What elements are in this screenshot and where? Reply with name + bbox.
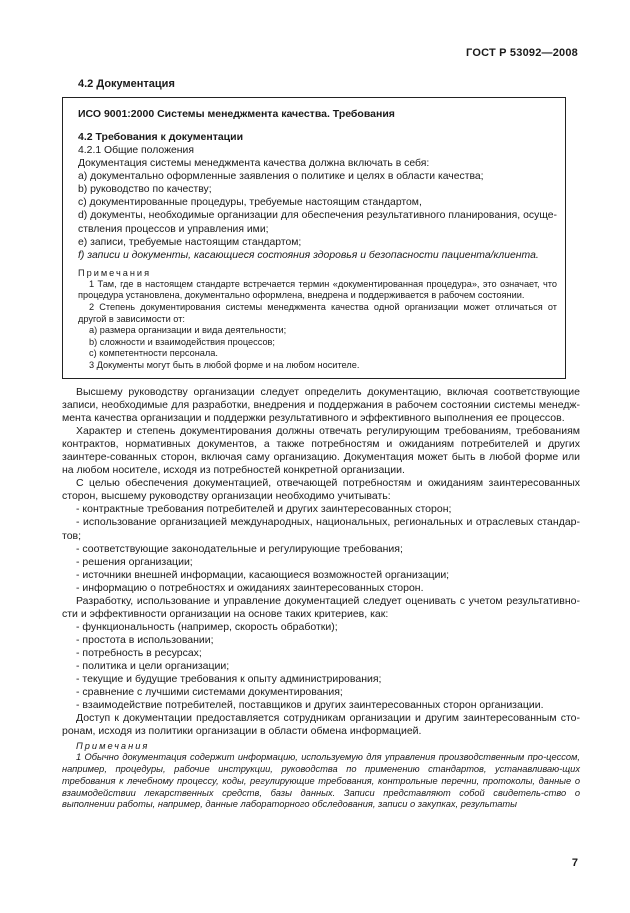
list-item: - использование организацией международных, национальных, региональных и отраслевых стандар-тов;	[62, 516, 580, 542]
quote-box-subtitle: 4.2 Требования к документации	[78, 131, 244, 143]
paragraph: Доступ к документации предоставляется сотрудникам организации и другим заинтересованным сто-ронам, исходя из политики организации в области обмена информацией.	[62, 712, 580, 738]
page-number: 7	[571, 857, 578, 869]
list-item: - текущие и будущие требования к опыту администрирования;	[76, 673, 382, 686]
list-item: - сравнение с лучшими системами документирования;	[76, 686, 343, 699]
quote-note: 1 Там, где в настоящем стандарте встречается термин «документированная процедура», это означает, что процедура установлена, документально оформлена, внедрена и поддерживается в рабочем состоянии.	[78, 278, 557, 301]
quote-line: d) документы, необходимые организации для обеспечения результативного планирования, осуще-ствления процессов и управления ими;	[78, 210, 557, 235]
quote-box-title: ИСО 9001:2000 Системы менеджмента качества. Требования	[78, 108, 395, 120]
quote-notes-heading: Примечания	[78, 267, 152, 278]
quote-line: b) руководство по качеству;	[78, 184, 212, 196]
note: 1 Обычно документация содержит информацию, используемую для управления производственным про-цессом, например, процедуры, рабочие инструкции, руководства по применению стандартов, устанавливаю-щих требования к лечебному процессу, коды, регулирующие требования, контрольные перечни, протоколы, данные о взаимодействии лекарственных средств, базы данных. Записи представляют собой свидетель-ство о выполнении работы, например, данные лабораторного обследования, записи о закупках, результаты	[62, 752, 580, 810]
quote-line: 4.2.1 Общие положения	[78, 145, 194, 156]
standard-header: ГОСТ Р 53092—2008	[466, 47, 578, 59]
section-title: 4.2 Документация	[78, 78, 175, 90]
quote-note: 2 Степень документирования системы менеджмента качества одной организации может отличаться от другой в зависимости от:	[78, 302, 557, 324]
list-item: - функциональность (например, скорость обработки);	[76, 620, 338, 633]
list-item: - простота в использовании;	[76, 633, 214, 646]
quote-line: c) документированные процедуры, требуемые настоящим стандартом,	[78, 197, 422, 209]
quote-note: 3 Документы могут быть в любой форме и на любом носителе.	[89, 360, 360, 370]
list-item: - потребность в ресурсах;	[76, 646, 202, 659]
quote-note: b) сложности и взаимодействия процессов;	[89, 336, 275, 347]
list-item: - источники внешней информации, касающиеся возможностей организации;	[76, 568, 450, 581]
quote-box	[62, 97, 566, 379]
notes-heading: Примечания	[76, 741, 150, 752]
list-item: - информацию о потребностях и ожиданиях заинтересованных сторон.	[76, 581, 424, 594]
list-item: - соответствующие законодательные и регулирующие требования;	[76, 542, 403, 555]
list-item: - контрактные требования потребителей и других заинтересованных сторон;	[76, 503, 452, 516]
quote-note: a) размера организации и вида деятельности;	[89, 325, 287, 336]
quote-line: a) документально оформленные заявления о политике и целях в области качества;	[78, 171, 484, 183]
main-text	[62, 386, 580, 811]
paragraph: Высшему руководству организации следует определить документацию, включая соответствующие записи, необходимые для разработки, внедрения и поддержания в рабочем состоянии системы менедж-мента качества организации и поддержки результативного и эффективного выполнения ее процессов.	[62, 386, 580, 425]
quote-line: Документация системы менеджмента качества должна включать в себя:	[78, 158, 430, 170]
list-item: - политика и цели организации;	[76, 659, 230, 672]
quote-line: e) записи, требуемые настоящим стандартом;	[78, 236, 302, 248]
paragraph: Характер и степень документирования должны отвечать регулирующим требованиям, требованиям контрактов, нормативных документов, а также потребностям и ожиданиям потребителей и других заинтере-сованных сторон, включая саму организацию. Документация может быть в любой форме или на любом носителе, исходя из потребностей конкретной организации.	[62, 425, 580, 477]
list-item: - решения организации;	[76, 555, 193, 568]
quote-italic-line: f) записи и документы, касающиеся состояния здоровья и безопасности пациента/клиента.	[78, 249, 539, 261]
paragraph: Разработку, использование и управление документацией следует оценивать с учетом результативно-сти и эффективности организации на основе таких критериев, как:	[62, 594, 580, 620]
paragraph: С целью обеспечения документацией, отвечающей потребностям и ожиданиям заинтересованных сторон, высшему руководству организации необходимо учитывать:	[62, 477, 580, 503]
list-item: - взаимодействие потребителей, поставщиков и других заинтересованных сторон организации.	[76, 699, 544, 712]
quote-note: c) компетентности персонала.	[89, 348, 218, 359]
